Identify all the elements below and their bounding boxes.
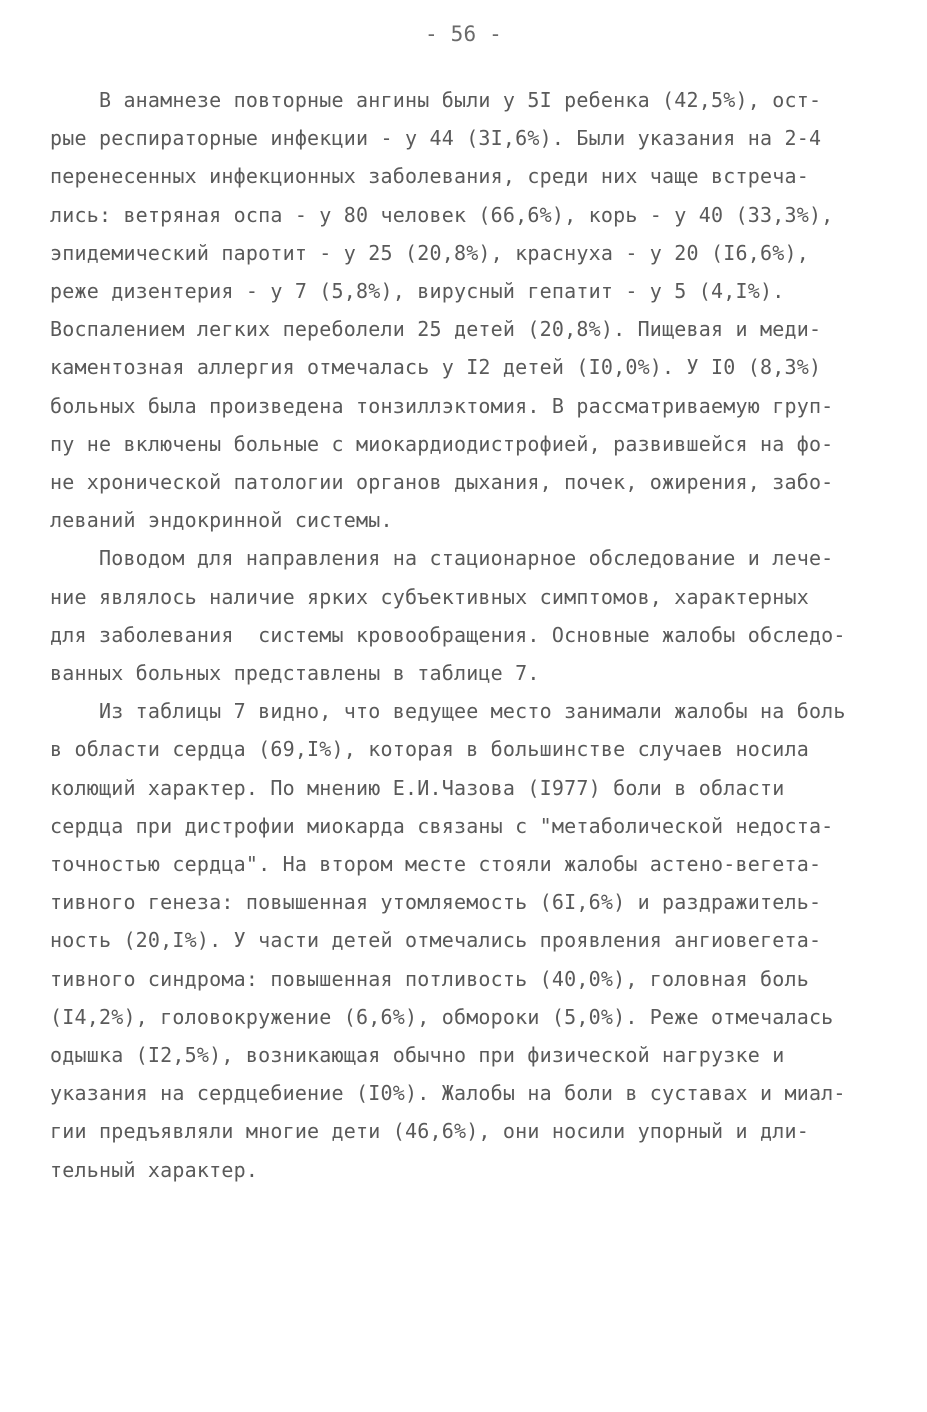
text-line: больных была произведена тонзиллэктомия. В рассматриваемую груп- <box>50 394 834 418</box>
text-line: ванных больных представлены в таблице 7. <box>50 661 540 685</box>
page-number: - 56 - <box>424 22 503 46</box>
text-line: (I4,2%), головокружение (6,6%), обмороки (5,0%). Реже отмечалась <box>50 1005 834 1029</box>
text-line: перенесенных инфекционных заболевания, среди них чаще встреча- <box>50 164 809 188</box>
text-line: пу не включены больные с миокардиодистрофией, развившейся на фо- <box>50 432 834 456</box>
text-line: колющий характер. По мнению Е.И.Чазова (I977) боли в области <box>50 776 785 800</box>
text-line: Поводом для направления на стационарное обследование и лече- <box>50 546 834 570</box>
text-line: тивного генеза: повышенная утомляемость (6I,6%) и раздражитель- <box>50 890 822 914</box>
text-line: тельный характер. <box>50 1158 259 1182</box>
text-line: указания на сердцебиение (I0%). Жалобы на боли в суставах и миал- <box>50 1081 846 1105</box>
text-line: тивного синдрома: повышенная потливость (40,0%), головная боль <box>50 967 809 991</box>
text-line: точностью сердца". На втором месте стояли жалобы астено-вегета- <box>50 852 822 876</box>
text-line: каментозная аллергия отмечалась у I2 детей (I0,0%). У I0 (8,3%) <box>50 355 822 379</box>
text-line: Воспалением легких переболели 25 детей (20,8%). Пищевая и меди- <box>50 317 822 341</box>
text-line: леваний эндокринной системы. <box>50 508 393 532</box>
text-line: реже дизентерия - у 7 (5,8%), вирусный гепатит - у 5 (4,I%). <box>50 279 785 303</box>
text-line: гии предъявляли многие дети (46,6%), они носили упорный и дли- <box>50 1119 809 1143</box>
text-line: не хронической патологии органов дыхания, почек, ожирения, забо- <box>50 470 834 494</box>
text-line: эпидемический паротит - у 25 (20,8%), краснуха - у 20 (I6,6%), <box>50 241 809 265</box>
text-line: рые респираторные инфекции - у 44 (3I,6%). Были указания на 2-4 <box>50 126 822 150</box>
text-line: Из таблицы 7 видно, что ведущее место занимали жалобы на боль <box>50 699 846 723</box>
text-line: сердца при дистрофии миокарда связаны с "метаболической недоста- <box>50 814 834 838</box>
text-line: в области сердца (69,I%), которая в большинстве случаев носила <box>50 737 809 761</box>
text-line: лись: ветряная оспа - у 80 человек (66,6%), корь - у 40 (33,3%), <box>50 203 834 227</box>
text-line: В анамнезе повторные ангины были у 5I ребенка (42,5%), ост- <box>50 88 822 112</box>
text-line: ность (20,I%). У части детей отмечались проявления ангиовегета- <box>50 928 822 952</box>
text-line: ние являлось наличие ярких субъективных симптомов, характерных <box>50 585 809 609</box>
text-line: одышка (I2,5%), возникающая обычно при физической нагрузке и <box>50 1043 785 1067</box>
text-line: для заболевания системы кровообращения. Основные жалобы обследо- <box>50 623 846 647</box>
